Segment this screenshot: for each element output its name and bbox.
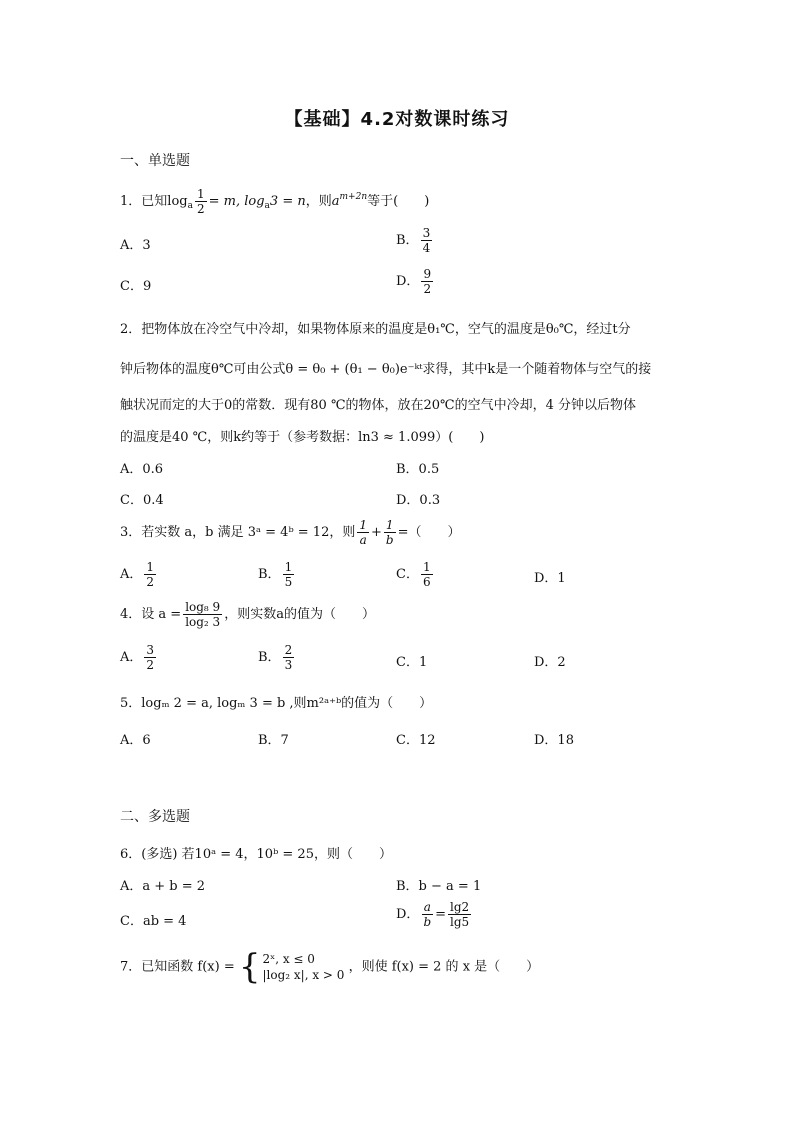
q1-rest-2: 3 = n <box>269 194 306 209</box>
q2-line-1: 2．把物体放在冷空气中冷却，如果物体原来的温度是θ₁℃，空气的温度是θ₀℃，经过t分 <box>120 322 631 337</box>
question-6: 6．(多选) 若10ᵃ = 4，10ᵇ = 25，则（ ） <box>120 847 392 862</box>
q1-suffix: ，则 <box>305 194 332 209</box>
q2-line-2: 钟后物体的温度θ℃可由公式θ = θ₀ + (θ₁ − θ₀)e⁻ᵏᵗ求得，其中k是一个随着物体与空气的接 <box>120 362 652 377</box>
q2-option-d[interactable]: D．0.3 <box>396 493 441 508</box>
page-title: 【基础】4.2对数课时练习 <box>284 109 510 130</box>
q1-option-b[interactable]: B． $\frac{3}{4}$ <box>396 226 431 255</box>
question-4 <box>120 600 375 629</box>
q1-end: 等于( ) <box>367 194 430 209</box>
question-7 <box>120 947 540 987</box>
q4-option-a[interactable]: A． $\frac{3}{2}$ <box>120 643 155 672</box>
q7-end: ，则使 f(x) = 2 的 x 是（ ） <box>348 959 540 975</box>
q3-option-b[interactable]: B． $\frac{1}{5}$ <box>258 560 293 589</box>
q2-line-4: 的温度是40 ℃，则k约等于（参考数据：ln3 ≈ 1.099）( ) <box>120 430 485 445</box>
q4-end: ，则实数a的值为（ ） <box>224 607 375 622</box>
section-heading-single-choice: 一、单选题 <box>120 153 190 169</box>
q3-end: =（ ） <box>397 525 461 540</box>
q6-option-a[interactable]: A．a + b = 2 <box>120 879 206 894</box>
q2-line-3: 触状况而定的大于0的常数．现有80 ℃的物体，放在20℃的空气中冷却，4 分钟以后物体 <box>120 398 636 413</box>
q1-expr: a <box>331 194 340 209</box>
q7-case-2: |log₂ x|, x > 0 <box>262 968 345 982</box>
q3-prefix: 3．若实数 a，b 满足 3ᵃ = 4ᵇ = 12，则 <box>120 525 356 540</box>
q5-option-d[interactable]: D．18 <box>534 733 574 748</box>
q1-option-a[interactable]: A．3 <box>120 238 151 253</box>
q1-log-base: a <box>187 201 193 211</box>
q4-option-d[interactable]: D．2 <box>534 655 566 670</box>
q5-option-a[interactable]: A．6 <box>120 733 151 748</box>
q1-fraction: $\frac{1}{2}$ <box>196 187 205 216</box>
q1-option-c[interactable]: C．9 <box>120 279 152 294</box>
q3-frac-1: $\frac{1}{a}$ <box>359 518 367 547</box>
q6-option-c[interactable]: C．ab = 4 <box>120 914 187 929</box>
q4-prefix: 4．设 a = <box>120 607 182 622</box>
q6-option-b[interactable]: B．b − a = 1 <box>396 879 482 894</box>
q1-rest-1: = m, log <box>208 194 265 209</box>
q3-frac-2: $\frac{1}{b}$ <box>385 518 394 547</box>
q1-option-d[interactable]: D． $\frac{9}{2}$ <box>396 267 432 296</box>
q2-option-a[interactable]: A．0.6 <box>120 462 164 477</box>
q6-option-d[interactable]: D． $\frac{a}{b}$ = $\frac{\lg 2}{\lg 5}$ <box>396 900 470 929</box>
q4-fraction: $\frac{\text{log₈ 9}}{\text{log₂ 3}}$ <box>185 600 221 629</box>
q5-option-c[interactable]: C．12 <box>396 733 436 748</box>
q7-piecewise: { 2ˣ, x ≤ 0 |log₂ x|, x > 0 <box>238 947 345 987</box>
q7-prefix: 7．已知函数 f(x) = <box>120 959 235 975</box>
q3-option-d[interactable]: D．1 <box>534 571 566 586</box>
q2-option-c[interactable]: C．0.4 <box>120 493 164 508</box>
section-heading-multiple-choice: 二、多选题 <box>120 809 190 825</box>
q4-option-c[interactable]: C．1 <box>396 655 428 670</box>
question-1: 1．已知$\log_a$ $\frac{1}{2}$ = m, $\log_a3 = n$，则$a^{m+2n}$等于( ) <box>120 187 430 216</box>
q3-option-c[interactable]: C． $\frac{1}{6}$ <box>396 560 431 589</box>
q2-option-b[interactable]: B．0.5 <box>396 462 440 477</box>
q1-prefix: 1．已知 <box>120 194 168 209</box>
question-5: 5．logₘ 2 = a, logₘ 3 = b ,则m²ᵃ⁺ᵇ的值为（ ） <box>120 696 433 711</box>
question-3: 3．若实数 a，b 满足 3ᵃ = 4ᵇ = 12，则 $\frac{1}{a}$ + $\frac{1}{b}$ =（ ） <box>120 518 461 547</box>
q3-option-a[interactable]: A． $\frac{1}{2}$ <box>120 560 155 589</box>
q1-expr-sup: m+2n <box>339 192 368 202</box>
q7-case-1: 2ˣ, x ≤ 0 <box>262 952 315 966</box>
q1-log2-base: a <box>264 201 270 211</box>
q4-option-b[interactable]: B． $\frac{2}{3}$ <box>258 643 293 672</box>
q5-option-b[interactable]: B．7 <box>258 733 289 748</box>
